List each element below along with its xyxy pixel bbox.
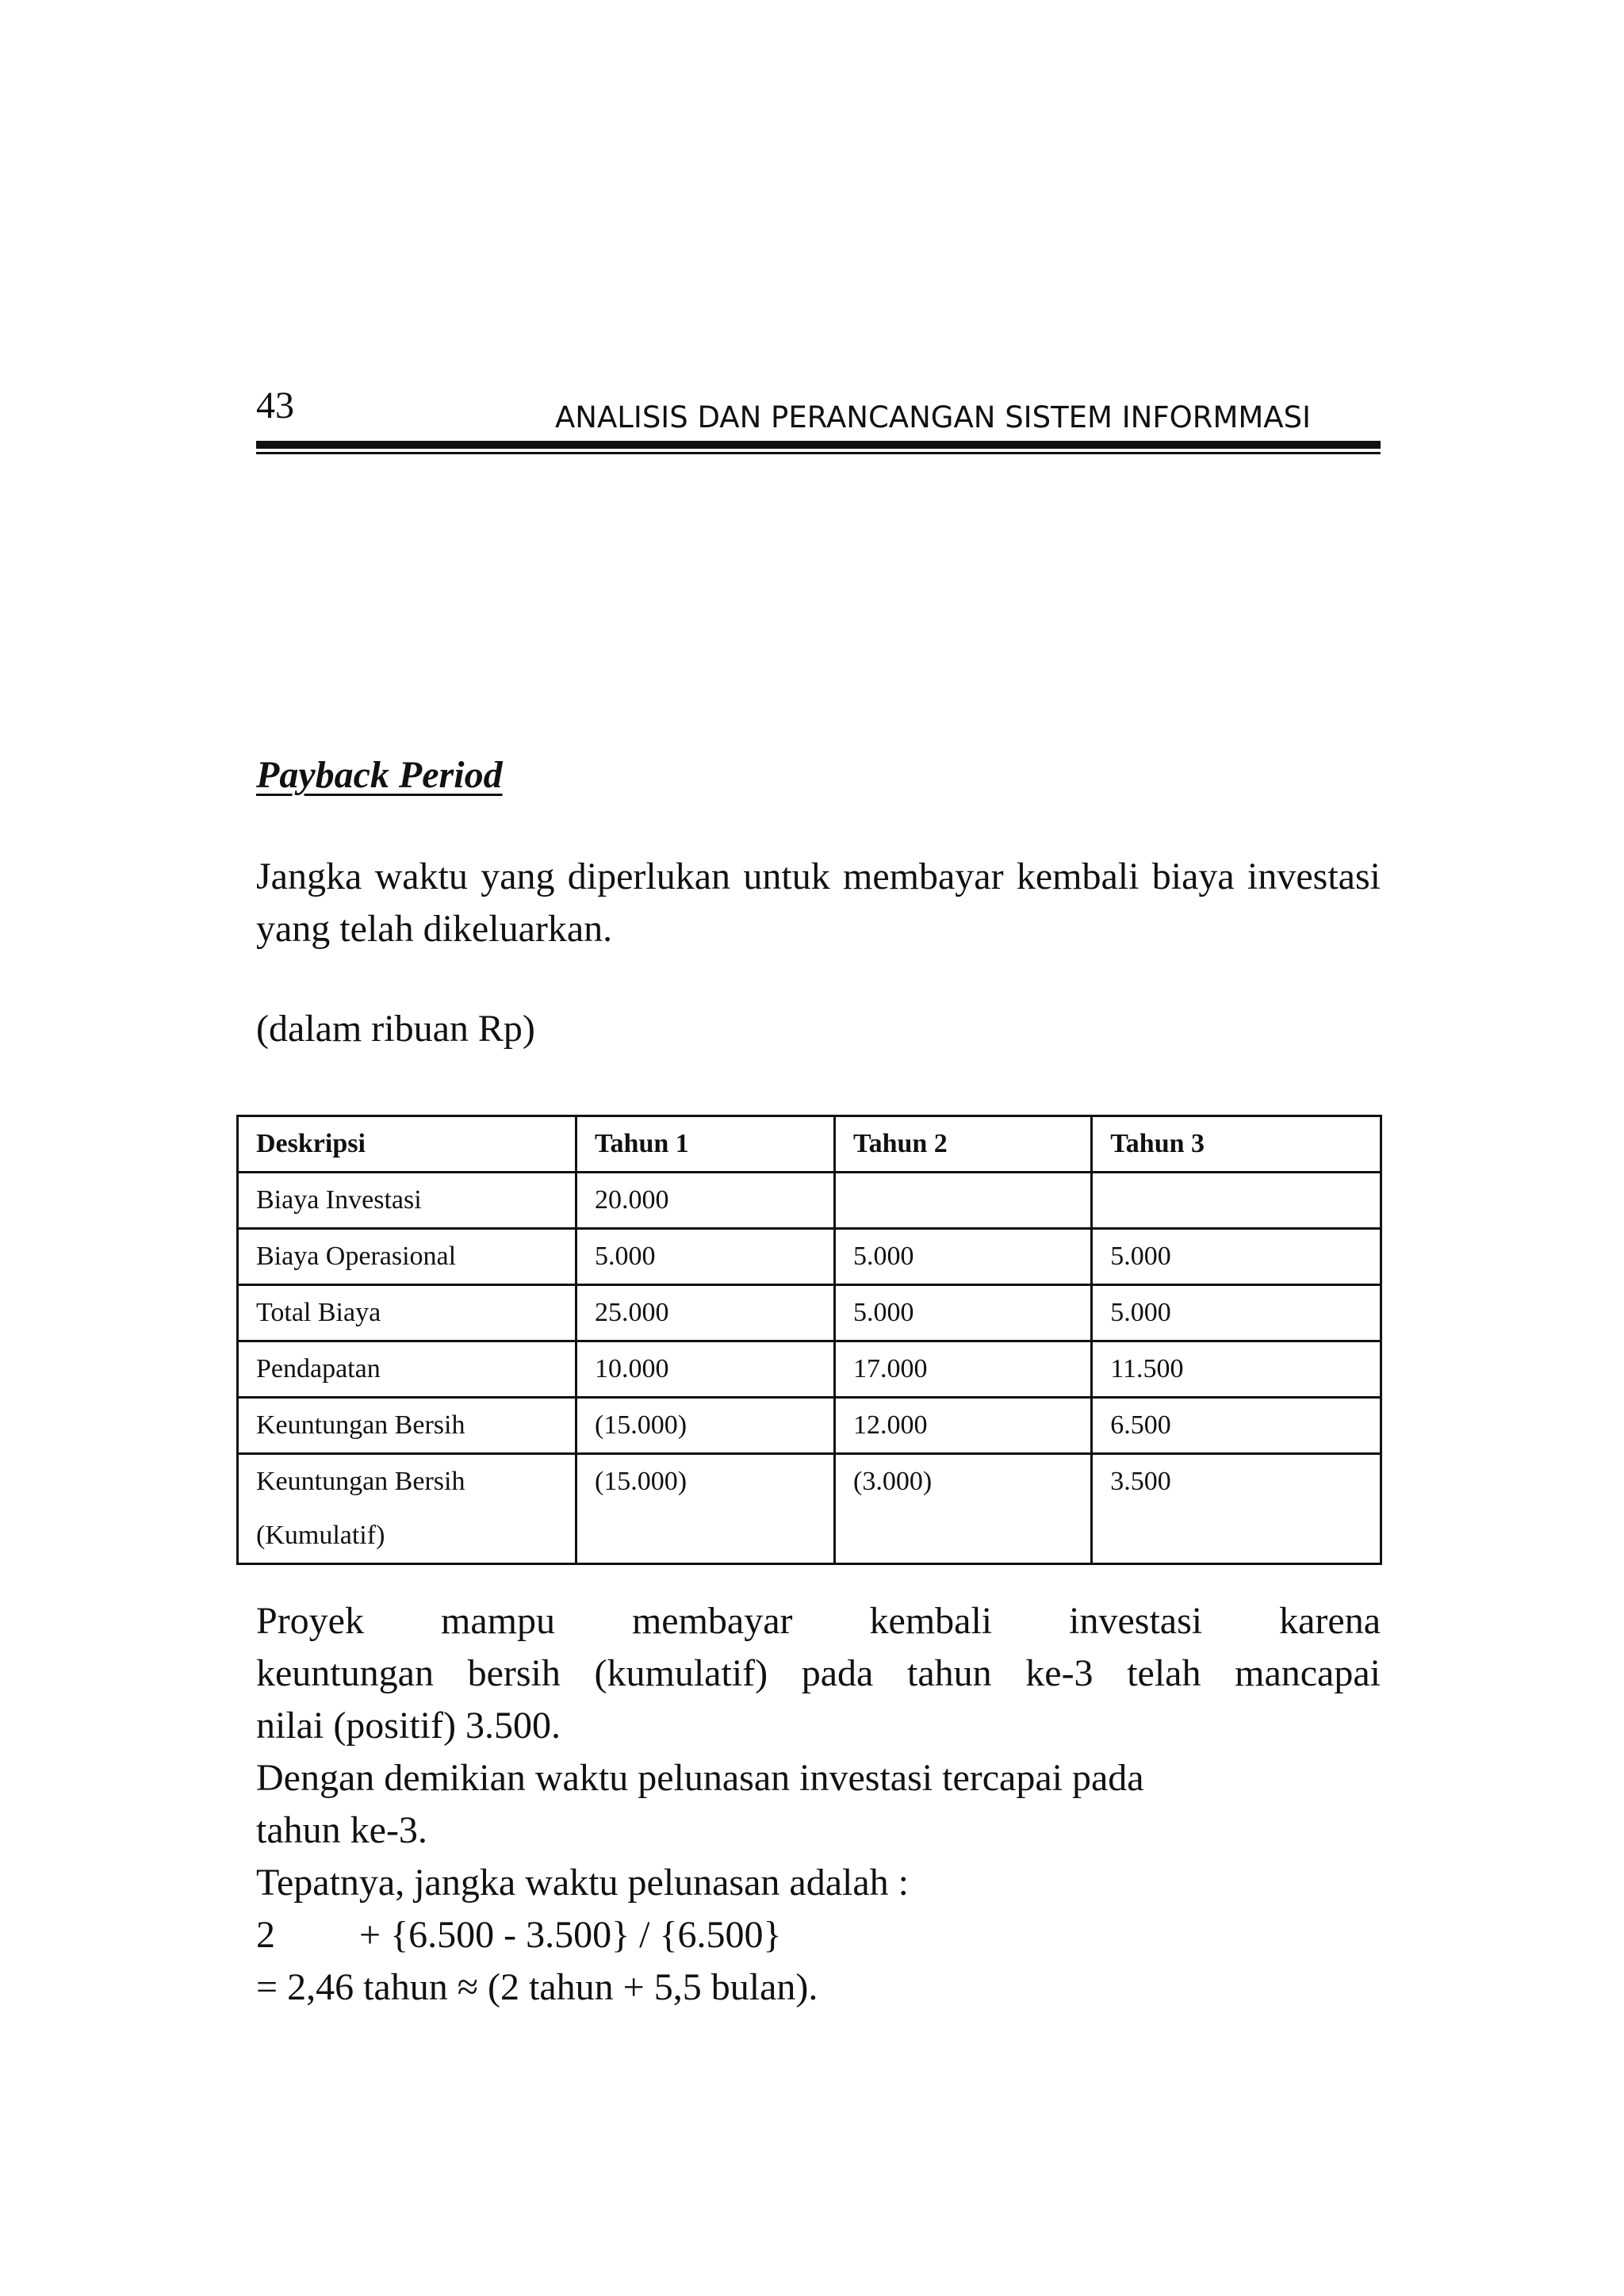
cell-desc: Keuntungan Bersih bbox=[238, 1398, 576, 1454]
table-row bbox=[238, 1398, 1381, 1454]
conclusion-paragraph bbox=[256, 1595, 1381, 2014]
formula-left: 2 bbox=[256, 1914, 275, 1956]
table-row bbox=[238, 1285, 1381, 1341]
cell-tahun-2: 5.000 bbox=[835, 1285, 1092, 1341]
cell-desc: Biaya Investasi bbox=[238, 1173, 576, 1229]
cell-tahun-2 bbox=[835, 1173, 1092, 1229]
table-row bbox=[238, 1341, 1381, 1398]
section-title: Payback Period bbox=[256, 754, 503, 796]
cell-desc: Total Biaya bbox=[238, 1285, 576, 1341]
conclusion-line-4: Dengan demikian waktu pelunasan investasi tercapai pada bbox=[256, 1757, 1144, 1799]
formula-line bbox=[256, 1909, 1381, 1961]
conclusion-line-5: tahun ke-3. bbox=[256, 1809, 427, 1851]
cell-tahun-3: 5.000 bbox=[1092, 1229, 1381, 1285]
cell-tahun-2: 12.000 bbox=[835, 1398, 1092, 1454]
formula-right: + {6.500 - 3.500} / {6.500} bbox=[359, 1914, 782, 1956]
header-rule-thick bbox=[256, 441, 1381, 449]
payback-table bbox=[236, 1115, 1382, 1565]
conclusion-line-3: nilai (positif) 3.500. bbox=[256, 1705, 561, 1747]
result-line: = 2,46 tahun ≈ (2 tahun + 5,5 bulan). bbox=[256, 1966, 818, 2008]
cell-tahun-1: 5.000 bbox=[576, 1229, 834, 1285]
conclusion-line-2: keuntungan bersih (kumulatif) pada tahun ke-3 telah mancapai bbox=[256, 1652, 1381, 1694]
cell-desc-line-2: (Kumulatif) bbox=[256, 1521, 385, 1550]
cell-desc bbox=[238, 1454, 576, 1564]
table-row bbox=[238, 1173, 1381, 1229]
header-tahun-1: Tahun 1 bbox=[576, 1116, 834, 1173]
cell-tahun-1: 25.000 bbox=[576, 1285, 834, 1341]
header-rule-thin bbox=[256, 452, 1381, 454]
running-title: ANALISIS DAN PERANCANGAN SISTEM INFORMMASI bbox=[555, 400, 1312, 434]
header-tahun-2: Tahun 2 bbox=[835, 1116, 1092, 1173]
unit-note: (dalam ribuan Rp) bbox=[256, 1008, 535, 1050]
cell-tahun-2: 17.000 bbox=[835, 1341, 1092, 1398]
table-row bbox=[238, 1454, 1381, 1564]
cell-tahun-3: 11.500 bbox=[1092, 1341, 1381, 1398]
header-deskripsi: Deskripsi bbox=[238, 1116, 576, 1173]
cell-tahun-1: 20.000 bbox=[576, 1173, 834, 1229]
conclusion-line-6: Tepatnya, jangka waktu pelunasan adalah : bbox=[256, 1862, 909, 1904]
header-tahun-3: Tahun 3 bbox=[1092, 1116, 1381, 1173]
conclusion-line-1: Proyek mampu membayar kembali investasi karena bbox=[256, 1600, 1381, 1642]
cell-desc: Biaya Operasional bbox=[238, 1229, 576, 1285]
page-number: 43 bbox=[256, 385, 294, 427]
cell-tahun-2: 5.000 bbox=[835, 1229, 1092, 1285]
table-row bbox=[238, 1229, 1381, 1285]
table-header-row bbox=[238, 1116, 1381, 1173]
cell-tahun-1: 10.000 bbox=[576, 1341, 834, 1398]
cell-tahun-3 bbox=[1092, 1173, 1381, 1229]
cell-desc: Pendapatan bbox=[238, 1341, 576, 1398]
cell-tahun-3: 5.000 bbox=[1092, 1285, 1381, 1341]
cell-desc-line-1: Keuntungan Bersih bbox=[256, 1467, 465, 1496]
cell-tahun-3: 6.500 bbox=[1092, 1398, 1381, 1454]
cell-tahun-1: (15.000) bbox=[576, 1398, 834, 1454]
cell-tahun-2: (3.000) bbox=[835, 1454, 1092, 1564]
cell-tahun-3: 3.500 bbox=[1092, 1454, 1381, 1564]
cell-tahun-1: (15.000) bbox=[576, 1454, 834, 1564]
intro-paragraph: Jangka waktu yang diperlukan untuk membayar kembali biaya investasi yang telah dikeluarkan. bbox=[256, 855, 1381, 950]
